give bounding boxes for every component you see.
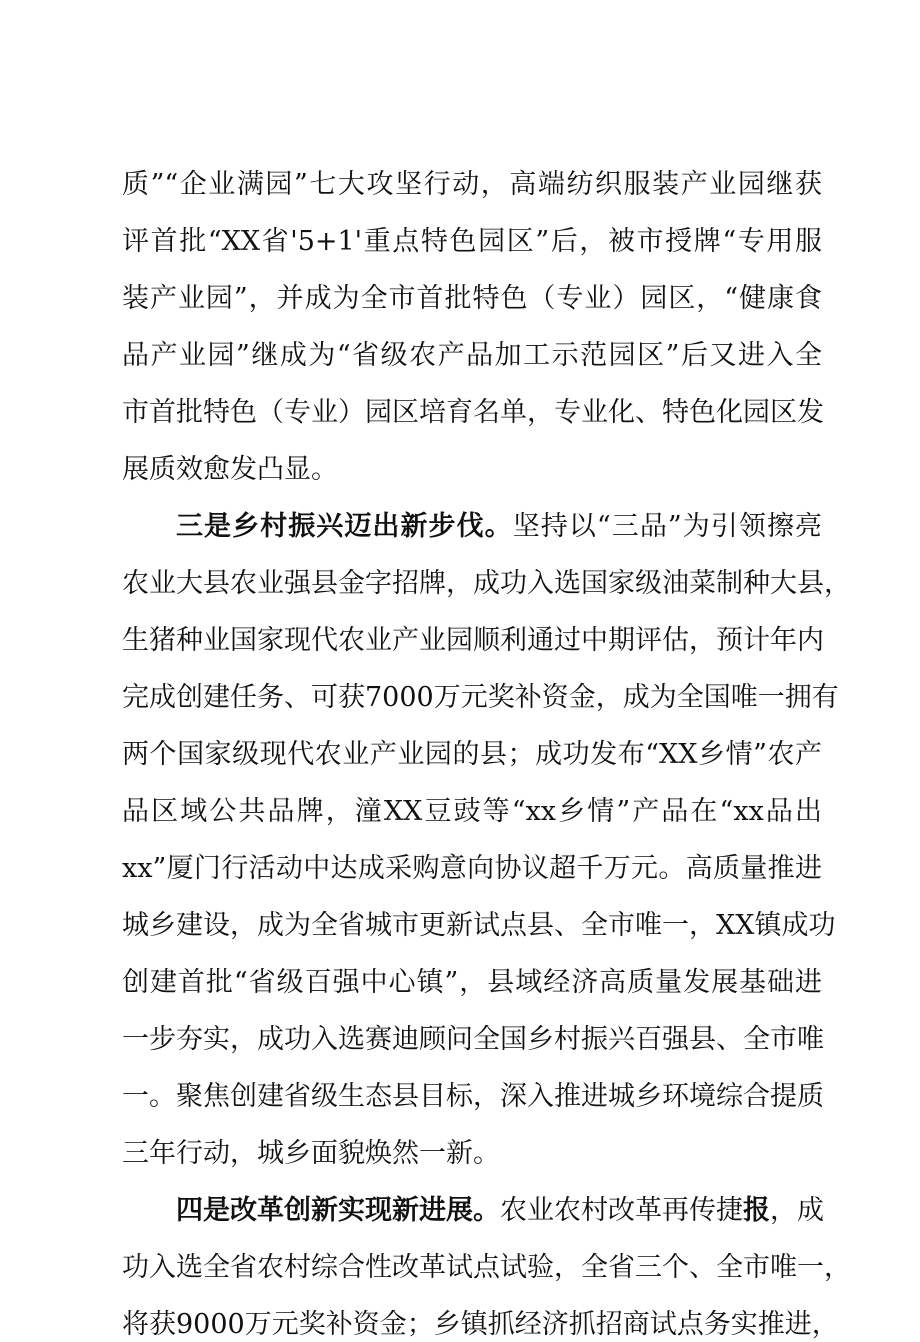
paragraph-1-line-5: 市首批特色（专业）园区培育名单，专业化、特色化园区发 <box>122 397 824 428</box>
paragraph-2-line-3: 生猪种业国家现代农业产业园顺利通过中期评估，预计年内 <box>122 625 824 656</box>
paragraph-2-line-11: 一。聚焦创建省级生态县目标，深入推进城乡环境综合提质 <box>122 1081 824 1112</box>
paragraph-3-line-3: 将获9000万元奖补资金；乡镇抓经济抓招商试点务实推进， <box>122 1309 839 1340</box>
paragraph-2-line-8: 城乡建设，成为全省城市更新试点县、全市唯一，XX镇成功 <box>122 910 836 941</box>
paragraph-3-bold-char: 报 <box>743 1195 770 1226</box>
paragraph-1-line-6: 展质效愈发凸显。 <box>122 454 338 485</box>
paragraph-2-line-1 <box>176 510 822 544</box>
paragraph-2-heading: 三是乡村振兴迈出新步伐。 <box>176 511 513 542</box>
paragraph-2-line-4: 完成创建任务、可获7000万元奖补资金，成为全国唯一拥有 <box>122 682 839 713</box>
paragraph-3-first-text-b: ，成 <box>770 1195 824 1226</box>
paragraph-2-line-2: 农业大县农业强县金字招牌，成功入选国家级油菜制种大县， <box>122 568 851 599</box>
paragraph-3-line-2: 功入选全省农村综合性改革试点试验，全省三个、全市唯一， <box>122 1252 851 1283</box>
paragraph-2-line-6: 品区域公共品牌，潼XX豆豉等“xx乡情”产品在“xx品出 <box>122 796 822 827</box>
paragraph-3-first-text-a: 农业农村改革再传捷 <box>500 1195 743 1226</box>
paragraph-2-line-9: 创建首批“省级百强中心镇”，县域经济高质量发展基础进 <box>122 967 822 998</box>
paragraph-1-line-1: 质”“企业满园”七大攻坚行动，高端纺织服装产业园继获 <box>122 169 822 200</box>
paragraph-2-line-12: 三年行动，城乡面貌焕然一新。 <box>122 1138 500 1169</box>
paragraph-1-line-3: 装产业园”，并成为全市首批特色（专业）园区，“健康食 <box>122 283 822 314</box>
paragraph-2-first-text: 坚持以“三品”为引领擦亮 <box>512 511 823 542</box>
paragraph-2-line-10: 一步夯实，成功入选赛迪顾问全国乡村振兴百强县、全市唯 <box>122 1024 824 1055</box>
paragraph-2-line-5: 两个国家级现代农业产业园的县；成功发布“XX乡情”农产 <box>122 739 822 770</box>
paragraph-3-heading: 四是改革创新实现新进展。 <box>176 1195 500 1226</box>
paragraph-1-line-2: 评首批“XX省'5+1'重点特色园区”后，被市授牌“专用服 <box>122 226 822 257</box>
paragraph-2-line-7: xx”厦门行活动中达成采购意向协议超千万元。高质量推进 <box>122 853 822 884</box>
paragraph-1-line-4: 品产业园”继成为“省级农产品加工示范园区”后又进入全 <box>122 340 822 371</box>
paragraph-3-line-1 <box>176 1194 822 1228</box>
